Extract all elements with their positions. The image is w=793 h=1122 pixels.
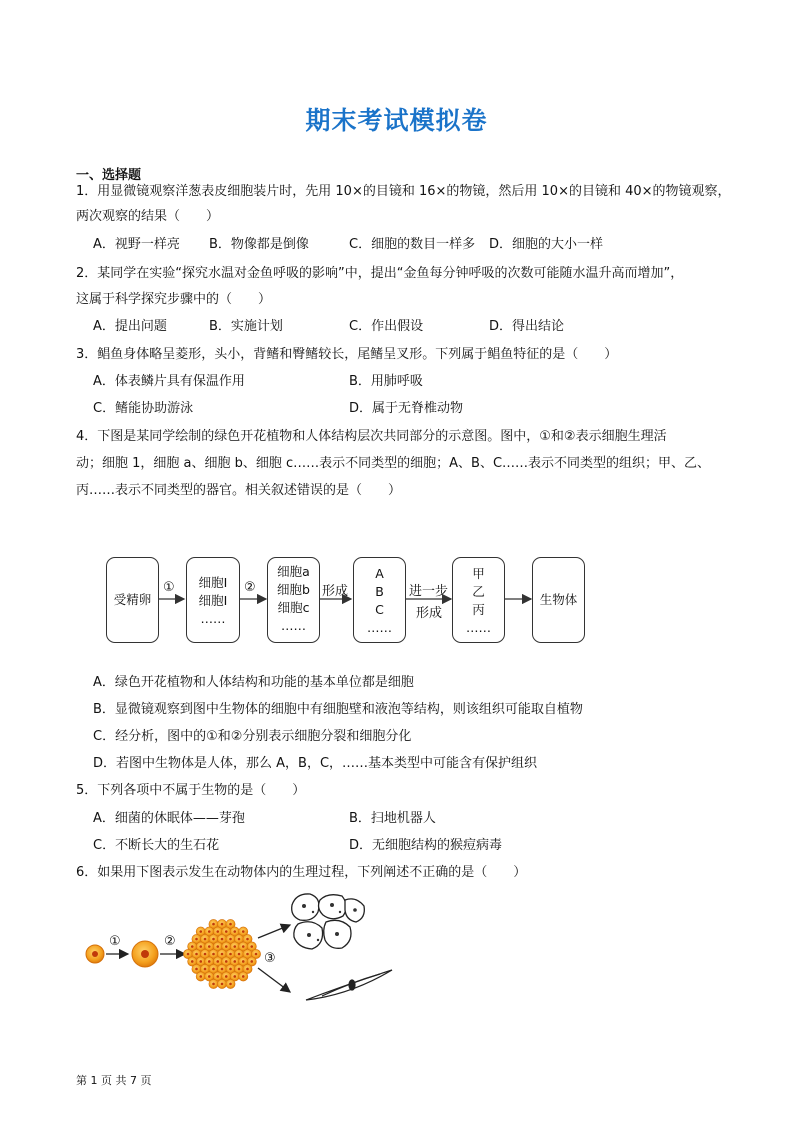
question-3-option-c: C．鳍能协助游泳 — [93, 401, 194, 416]
box-tissues-item-2: B — [375, 584, 384, 599]
question-5-option-c: C．不断长大的生石花 — [93, 838, 220, 853]
box-tissues-item-1: A — [375, 566, 384, 581]
question-3-option-d: D．属于无脊椎动物 — [349, 401, 464, 416]
question-1-line-1: 1．用显微镜观察洋葱表皮细胞装片时，先用 10×的目镜和 16×的物镜，然后用 10×的目镜和 40×的物镜观察， — [76, 184, 731, 199]
question-2-option-c: C．作出假设 — [349, 319, 424, 334]
box-organs-item-3: 丙 — [472, 602, 485, 617]
question-4-option-a: A．绿色开花植物和人体结构和功能的基本单位都是细胞 — [93, 675, 414, 690]
arrow-label-4b: 形成 — [416, 606, 443, 621]
box-organism-label: 生物体 — [539, 592, 578, 607]
question-4-option-b: B．显微镜观察到图中生物体的细胞中有细胞壁和液泡等结构，则该组织可能取自植物 — [93, 702, 583, 717]
box-cells-abc-item-3: 细胞c — [277, 600, 310, 615]
arrow-label-4a: 进一步 — [409, 584, 449, 599]
single-cell-icon — [86, 945, 104, 963]
box-cells-abc-item-1: 细胞a — [277, 564, 310, 579]
arrow-label-3: 形成 — [322, 584, 349, 599]
question-3-option-a: A．体表鳞片具有保温作用 — [93, 374, 245, 389]
muscle-tissue-icon — [306, 970, 392, 1000]
question-3-option-b: B．用肺呼吸 — [349, 374, 423, 389]
box-organs-item-2: 乙 — [472, 584, 485, 599]
question-2-line-2: 这属于科学探究步骤中的（ ） — [76, 292, 272, 307]
question-2-line-1: 2．某同学在实验“探究水温对金鱼呼吸的影响”中，提出“金鱼每分钟呼吸的次数可能随水温升高而增加”， — [76, 266, 684, 281]
process-label-1: ① — [109, 934, 121, 949]
question-6-line-1: 6．如果用下图表示发生在动物体内的生理过程，下列阐述不正确的是（ ） — [76, 865, 527, 880]
box-cells-1-item-2: 细胞Ⅰ — [198, 593, 228, 608]
question-1-option-a: A．视野一样亮 — [93, 237, 180, 252]
question-2-option-b: B．实施计划 — [209, 319, 283, 334]
box-cells-1-item-3: …… — [200, 611, 226, 626]
box-tissues-item-4: …… — [367, 620, 392, 635]
tissue-cells-icon — [292, 894, 365, 949]
question-3-line-1: 3．鲳鱼身体略呈菱形，头小，背鳍和臀鳍较长，尾鳍呈叉形。下列属于鲳鱼特征的是（ ） — [76, 347, 618, 362]
box-tissues-item-3: C — [375, 602, 384, 617]
process-label-2: ② — [164, 934, 176, 949]
process-label-3: ③ — [264, 951, 276, 966]
question-5-option-a: A．细菌的休眠体——芽孢 — [93, 811, 245, 826]
question-4-option-c: C．经分析，图中的①和②分别表示细胞分裂和细胞分化 — [93, 729, 412, 744]
box-fertilized-egg-label: 受精卵 — [113, 592, 152, 607]
question-2-option-a: A．提出问题 — [93, 319, 167, 334]
box-cells-1-item-1: 细胞Ⅰ — [198, 575, 228, 590]
question-5-option-d: D．无细胞结构的猴痘病毒 — [349, 838, 503, 853]
arrow-label-2: ② — [244, 580, 256, 595]
question-5-option-b: B．扫地机器人 — [349, 811, 436, 826]
question-4-line-1: 4．下图是某同学绘制的绿色开花植物和人体结构层次共同部分的示意图。图中，①和②表示细胞生理活 — [76, 429, 667, 444]
box-organs-item-4: …… — [466, 620, 491, 635]
question-2-option-d: D．得出结论 — [489, 319, 565, 334]
question-4-line-3: 丙……表示不同类型的器官。相关叙述错误的是（ ） — [76, 483, 402, 498]
page-footer: 第 1 页 共 7 页 — [76, 1074, 152, 1087]
question-5-line-1: 5．下列各项中不属于生物的是（ ） — [76, 783, 306, 798]
question-1-option-b: B．物像都是倒像 — [209, 237, 309, 252]
question-1-option-d: D．细胞的大小一样 — [489, 237, 604, 252]
question-1-option-c: C．细胞的数目一样多 — [349, 237, 476, 252]
box-cells-abc-item-2: 细胞b — [277, 582, 310, 597]
cell-cluster-icon — [183, 919, 260, 988]
arrow-label-1: ① — [163, 580, 175, 595]
box-organs-item-1: 甲 — [472, 566, 485, 581]
box-cells-abc-item-4: …… — [281, 618, 306, 633]
question-1-line-2: 两次观察的结果（ ） — [76, 209, 220, 224]
question-4-line-2: 动；细胞 1，细胞 a、细胞 b、细胞 c……表示不同类型的细胞；A、B、C……表示不同类型的组织；甲、乙、 — [76, 456, 711, 471]
enlarged-cell-icon — [132, 941, 158, 967]
question-4-option-d: D．若图中生物体是人体，那么 A，B，C，……基本类型中可能含有保护组织 — [93, 756, 538, 771]
page-title: 期末考试模拟卷 — [305, 106, 488, 135]
section-heading: 一、选择题 — [76, 168, 142, 183]
